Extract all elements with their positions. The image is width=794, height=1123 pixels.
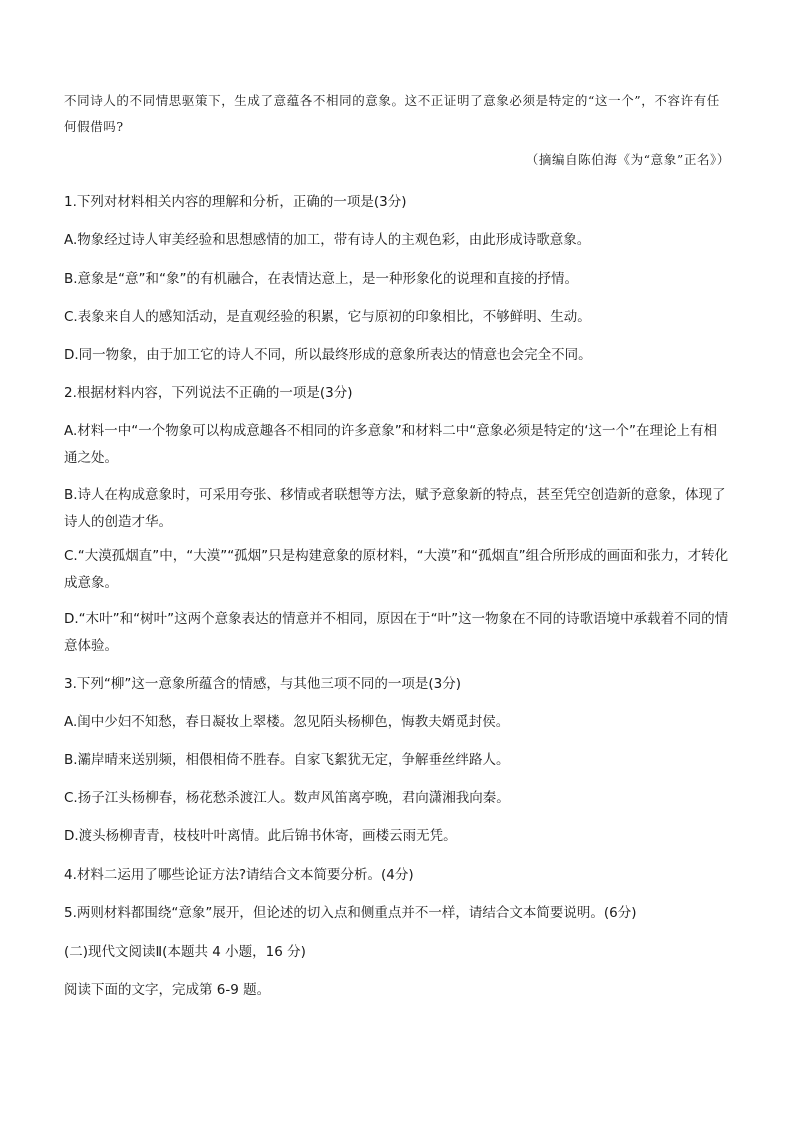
section-instruction: 阅读下面的文字，完成第 6-9 题。 <box>64 982 271 998</box>
q1-option-a: A.物象经过诗人审美经验和思想感情的加工，带有诗人的主观色彩，由此形成诗歌意象。 <box>64 232 591 248</box>
q1-stem: 1.下列对材料相关内容的理解和分析，正确的一项是(3分) <box>64 194 407 210</box>
section-heading: (二)现代文阅读Ⅱ(本题共 4 小题，16 分) <box>64 944 306 960</box>
q2-option-a: A.材料一中“一个物象可以构成意趣各不相同的许多意象”和材料二中“意象必须是特定的‘这一个”在理论上有相通之处。 <box>64 423 718 466</box>
q3-stem: 3.下列“柳”这一意象所蕴含的情感，与其他三项不同的一项是(3分) <box>64 676 461 692</box>
q3-option-d: D.渡头杨柳青青，枝枝叶叶离情。此后锦书休寄，画楼云雨无凭。 <box>64 828 457 844</box>
q5-stem: 5.两则材料都围绕“意象”展开，但论述的切入点和侧重点并不一样，请结合文本简要说明。(6分) <box>64 905 637 921</box>
q3-option-c: C.扬子江头杨柳春，杨花愁杀渡江人。数声风笛离亭晚，君向潇湘我向秦。 <box>64 790 510 806</box>
q3-option-a: A.闺中少妇不知愁，春日凝妆上翠楼。忽见陌头杨柳色，悔教夫婿觅封侯。 <box>64 714 510 730</box>
q2-option-c: C.“大漠孤烟直”中，“大漠”“孤烟”只是构建意象的原材料，“大漠”和“孤烟直”组合所形成的画面和张力，才转化成意象。 <box>64 548 729 591</box>
q1-option-c: C.表象来自人的感知活动，是直观经验的积累，它与原初的印象相比，不够鲜明、生动。 <box>64 309 591 325</box>
passage-source: （摘编自陈伯海《为“意象”正名》） <box>525 152 730 167</box>
q1-option-b: B.意象是“意”和“象”的有机融合，在表情达意上，是一种形象化的说理和直接的抒情。 <box>64 271 579 287</box>
q2-option-b: B.诗人在构成意象时，可采用夸张、移情或者联想等方法，赋予意象新的特点，甚至凭空创造新的意象，体现了诗人的创造才华。 <box>64 487 726 530</box>
passage-tail: 不同诗人的不同情思驱策下，生成了意蕴各不相同的意象。这不正证明了意象必须是特定的“这一个”，不容许有任何假借吗? <box>64 93 720 134</box>
q2-stem: 2.根据材料内容，下列说法不正确的一项是(3分) <box>64 385 353 401</box>
q3-option-b: B.灞岸晴来送别频，相偎相倚不胜春。自家飞絮犹无定，争解垂丝绊路人。 <box>64 752 510 768</box>
q2-option-d: D.“木叶”和“树叶”这两个意象表达的情意并不相同，原因在于“叶”这一物象在不同的诗歌语境中承载着不同的情意体验。 <box>64 611 729 654</box>
q1-option-d: D.同一物象，由于加工它的诗人不同，所以最终形成的意象所表达的情意也会完全不同。 <box>64 347 592 363</box>
q4-stem: 4.材料二运用了哪些论证方法?请结合文本简要分析。(4分) <box>64 867 414 883</box>
